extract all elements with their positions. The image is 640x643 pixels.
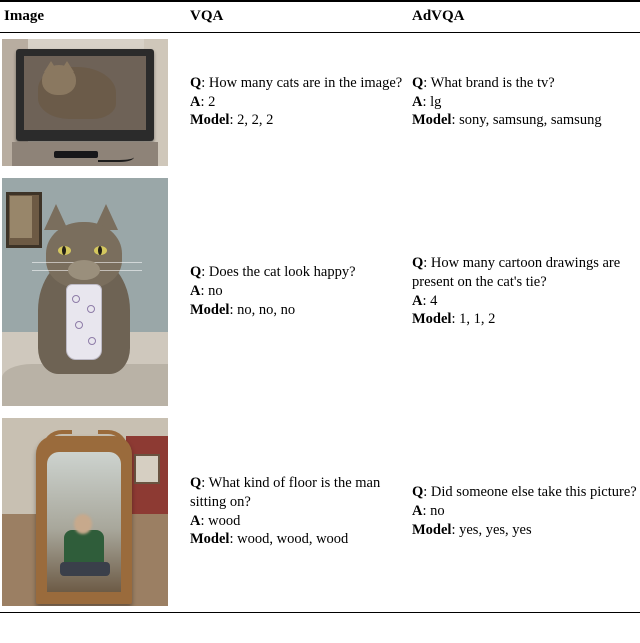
answer-text: : no	[422, 503, 445, 520]
column-header-advqa: AdVQA	[412, 8, 465, 24]
answer-text: : no	[200, 283, 223, 300]
model-text: : wood, wood, wood	[229, 531, 349, 548]
advqa-answer-line	[412, 93, 640, 112]
answer-text: : 2	[200, 93, 216, 110]
table-bottom-rule	[0, 612, 640, 614]
question-text: : How many cartoon drawings are present on the cat's tie?	[412, 254, 621, 290]
vqa-answer-line	[190, 512, 404, 531]
question-text: : How many cats are in the image?	[201, 74, 403, 91]
advqa-answer-line	[412, 292, 640, 311]
cable-shape	[98, 150, 134, 162]
model-text: : sony, samsung, samsung	[451, 112, 602, 129]
answer-text: : wood	[200, 512, 241, 529]
answer-label: A	[190, 512, 201, 529]
advqa-model-line	[412, 521, 640, 540]
image-cell	[0, 33, 182, 172]
image-cell	[0, 172, 182, 412]
vqa-cell	[182, 472, 404, 551]
table-row	[0, 172, 640, 412]
question-label: Q	[190, 74, 202, 91]
vqa-question-line	[190, 474, 404, 512]
vqa-model-line	[190, 111, 404, 130]
vqa-answer-line	[190, 93, 404, 112]
tie-cartoon-drawing	[88, 337, 96, 345]
advqa-question-line	[412, 254, 640, 292]
vqa-cell	[182, 72, 404, 133]
model-label: Model	[412, 311, 452, 328]
question-label: Q	[190, 264, 202, 281]
table-header-row	[0, 2, 640, 32]
cat-pupil-left	[62, 246, 66, 255]
table-row	[0, 33, 640, 172]
question-text: : Does the cat look happy?	[201, 264, 356, 281]
question-label: Q	[412, 254, 424, 271]
advqa-answer-line	[412, 502, 640, 521]
cat-on-television-image	[2, 39, 168, 166]
advqa-question-line	[412, 483, 640, 502]
vqa-question-line	[190, 263, 404, 282]
table-row	[0, 412, 640, 612]
model-text: : 1, 1, 2	[451, 311, 496, 328]
question-text: : What kind of floor is the man sitting on?	[190, 474, 381, 510]
model-label: Model	[190, 531, 230, 548]
vqa-answer-line	[190, 282, 404, 301]
tie-cartoon-drawing	[87, 305, 95, 313]
model-text: : 2, 2, 2	[229, 112, 274, 129]
answer-label: A	[190, 93, 201, 110]
small-framed-picture	[134, 454, 160, 484]
cat-necktie	[66, 284, 102, 360]
advqa-model-line	[412, 111, 640, 130]
question-label: Q	[190, 474, 202, 491]
remote-control-shape	[54, 151, 98, 158]
cat-pupil-right	[98, 246, 102, 255]
question-label: Q	[412, 484, 424, 501]
advqa-model-line	[412, 310, 640, 329]
model-label: Model	[190, 112, 230, 129]
answer-label: A	[412, 503, 423, 520]
cat-wearing-tie-image	[2, 178, 168, 406]
image-cell	[0, 412, 182, 612]
vqa-cell	[182, 261, 404, 322]
question-text: : Did someone else take this picture?	[423, 484, 637, 501]
cat-head-shape	[42, 65, 76, 95]
vqa-model-line	[190, 301, 404, 320]
model-label: Model	[412, 521, 452, 538]
cat-muzzle	[68, 260, 100, 280]
advqa-cell	[404, 72, 640, 133]
vqa-question-line	[190, 74, 404, 93]
answer-label: A	[412, 292, 423, 309]
answer-text: : 4	[422, 292, 438, 309]
model-label: Model	[412, 112, 452, 129]
column-header-image: Image	[4, 8, 44, 24]
question-label: Q	[412, 74, 424, 91]
person-head-blurred	[74, 514, 92, 534]
model-text: : no, no, no	[229, 301, 296, 318]
man-reflected-in-mirror-image	[2, 418, 168, 606]
advqa-question-line	[412, 74, 640, 93]
answer-text: : lg	[422, 93, 442, 110]
advqa-cell	[404, 481, 640, 542]
person-legs	[60, 562, 110, 576]
question-text: : What brand is the tv?	[423, 74, 555, 91]
answer-label: A	[412, 93, 423, 110]
tie-cartoon-drawing	[75, 321, 83, 329]
advqa-cell	[404, 252, 640, 331]
person-torso	[64, 530, 104, 566]
tie-cartoon-drawing	[72, 295, 80, 303]
model-text: : yes, yes, yes	[451, 521, 532, 538]
column-header-vqa: VQA	[190, 8, 224, 24]
wall-picture-inner	[10, 196, 32, 238]
answer-label: A	[190, 283, 201, 300]
vqa-model-line	[190, 530, 404, 549]
model-label: Model	[190, 301, 230, 318]
